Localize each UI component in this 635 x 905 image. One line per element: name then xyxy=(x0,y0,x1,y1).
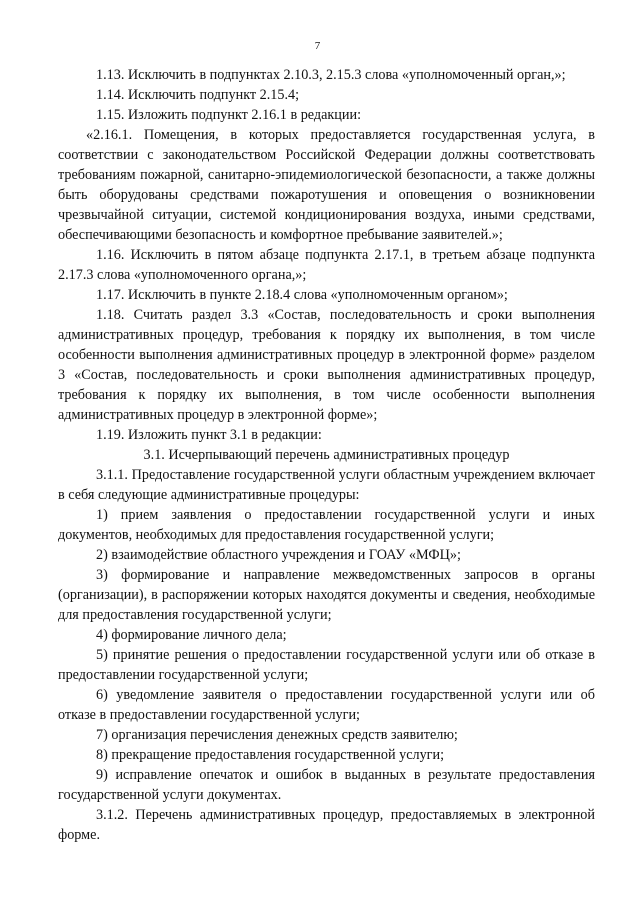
paragraph: 1.14. Исключить подпункт 2.15.4; xyxy=(96,87,300,103)
paragraph: 9) исправление опечаток и ошибок в выданных в результате предоставления государственной услуги документах. xyxy=(58,767,595,803)
paragraph: 1.13. Исключить в подпунктах 2.10.3, 2.15.3 слова «уполномоченный орган,»; xyxy=(96,67,566,83)
page-number: 7 xyxy=(314,40,321,52)
paragraph: 4) формирование личного дела; xyxy=(96,627,287,643)
paragraph: 5) принятие решения о предоставлении государственной услуги или об отказе в предоставлении государственной услуги; xyxy=(58,647,595,683)
paragraph: «2.16.1. Помещения, в которых предоставляется государственная услуга, в соответствии с законодательством Российской Федерации должны соответствовать требованиям пожарной, санитарно-эпидемиологической безопасности, а также должны быть оборудованы средствами пожаротушения и оповещения о возникновении чрезвычайной ситуации, системой кондиционирования воздуха, иными средствами, обеспечивающими безопасность и комфортное пребывание заявителей.»; xyxy=(58,127,595,243)
paragraph: 3) формирование и направление межведомственных запросов в органы (организации), в распоряжении которых находятся документы и сведения, необходимые для предоставления государственной услуги; xyxy=(58,567,595,623)
paragraph: 6) уведомление заявителя о предоставлении государственной услуги или об отказе в предоставлении государственной услуги; xyxy=(58,687,595,723)
paragraph: 2) взаимодействие областного учреждения и ГОАУ «МФЦ»; xyxy=(96,547,461,563)
paragraph: 7) организация перечисления денежных средств заявителю; xyxy=(96,727,458,743)
paragraph: 1.19. Изложить пункт 3.1 в редакции: xyxy=(96,427,322,443)
paragraph: 1.18. Считать раздел 3.3 «Состав, последовательность и сроки выполнения административных процедур, требования к порядку их выполнения, в том числе особенности выполнения административных процедур в электронной форме» разделом 3 «Состав, последовательность и сроки выполнения административных процедур, требования к порядку их выполнения, в том числе особенности выполнения административных процедур в электронной форме»; xyxy=(58,307,595,423)
paragraph: 1.15. Изложить подпункт 2.16.1 в редакции: xyxy=(96,107,362,123)
paragraph: 1.16. Исключить в пятом абзаце подпункта 2.17.1, в третьем абзаце подпункта 2.17.3 слова «уполномоченного органа,»; xyxy=(58,247,595,283)
paragraph: 1.17. Исключить в пункте 2.18.4 слова «уполномоченным органом»; xyxy=(96,287,508,303)
paragraph: 3.1.2. Перечень административных процедур, предоставляемых в электронной форме. xyxy=(58,807,595,843)
paragraph: 3.1.1. Предоставление государственной услуги областным учреждением включает в себя следующие административные процедуры: xyxy=(58,467,595,503)
paragraph: 3.1. Исчерпывающий перечень административных процедур xyxy=(143,447,510,463)
document-body xyxy=(58,65,595,845)
paragraph: 1) прием заявления о предоставлении государственной услуги и иных документов, необходимых для предоставления государственной услуги; xyxy=(58,507,595,543)
paragraph: 8) прекращение предоставления государственной услуги; xyxy=(96,747,445,763)
